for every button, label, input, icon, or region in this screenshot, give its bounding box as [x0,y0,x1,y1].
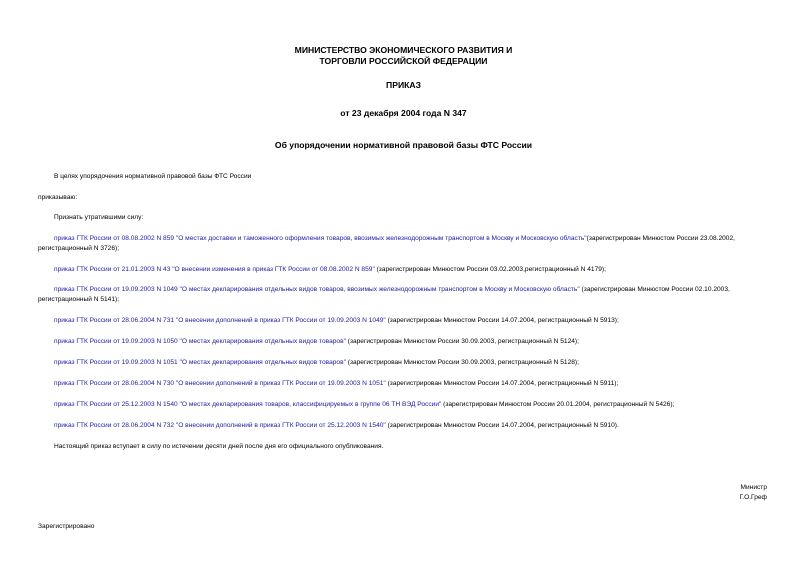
list-item [38,285,770,304]
ministry-line-1: МИНИСТЕРСТВО ЭКОНОМИЧЕСКОГО РАЗВИТИЯ И [294,45,513,55]
list-item [54,265,606,275]
list-item [38,234,770,253]
doc-date: от 23 декабря 2004 года N 347 [340,108,467,118]
order-link[interactable]: приказ ГТК России от 19.09.2003 N 1051 "О местах декларирования отдельных видов товаров" [54,359,346,366]
order-link[interactable]: приказ ГТК России от 08.08.2002 N 859 "О местах доставки и таможенного оформления товаров, ввозимых железнодорожным транспортом в Москву и Московскую область" [54,235,587,242]
registration-text: (зарегистрирован Минюстом России 02.10.2003, регистрационный N 5141); [38,286,730,303]
registration-text: (зарегистрирован Минюстом России 23.08.2002, регистрационный N 3726); [38,235,735,252]
ministry-heading [0,45,807,67]
order-link[interactable]: приказ ГТК России от 25.12.2003 N 1540 "О местах декларирования товаров, классифицируемых в группе 06 ТН ВЭД России" [54,401,442,408]
order-link[interactable]: приказ ГТК России от 28.06.2004 N 732 "О внесении дополнений в приказ ГТК России от 25.12.2003 N 1540" [54,422,386,429]
order-link[interactable]: приказ ГТК России от 28.06.2004 N 731 "О внесении дополнений в приказ ГТК России от 19.09.2003 N 1049" [54,317,386,324]
intro-paragraph: В целях упорядочения нормативной правовой базы ФТС России [54,173,252,180]
list-item [54,358,579,368]
doc-subject: Об упорядочении нормативной правовой базы ФТС России [274,140,533,150]
list-item [54,337,579,347]
order-link[interactable]: приказ ГТК России от 28.06.2004 N 730 "О внесении дополнений в приказ ГТК России от 19.09.2003 N 1051" [54,380,386,387]
signature-block [739,483,767,503]
list-item [54,316,619,326]
registration-text: (зарегистрирован Минюстом России 14.07.2004, регистрационный N 5913); [385,317,619,324]
order-link[interactable]: приказ ГТК России от 19.09.2003 N 1049 "О местах декларирования отдельных видов товаров, ввозимых железнодорожным транспортом в Москву и Московскую область" [54,286,580,293]
registration-text: (зарегистрирован Минюстом России 20.01.2004, регистрационный N 5426); [441,401,675,408]
effective-paragraph: Настоящий приказ вступает в силу по истечении десяти дней после дня его официального опубликования. [54,443,384,450]
order-word: приказываю: [38,194,78,201]
registration-text: (зарегистрирован Минюстом России 30.09.2003, регистрационный N 5124); [345,338,579,345]
list-item [54,379,618,389]
registration-text: (зарегистрирован Минюстом России 14.07.2004, регистрационный N 5911); [385,380,619,387]
registration-text: (зарегистрирован Минюстом России 03.02.2003,регистрационный N 4179); [374,266,606,273]
registration-text: (зарегистрирован Минюстом России 14.07.2004, регистрационный N 5910). [385,422,619,429]
invalidate-paragraph: Признать утратившими силу: [54,214,144,221]
signature-name: Г.О.Греф [739,494,767,501]
list-item [54,400,674,410]
list-item [54,421,619,431]
ministry-line-2: ТОРГОВЛИ РОССИЙСКОЙ ФЕДЕРАЦИИ [319,56,488,66]
registered-note: Зарегистрировано [38,523,95,530]
signature-position: Министр [740,484,767,491]
doc-type: ПРИКАЗ [386,80,421,90]
order-link[interactable]: приказ ГТК России от 19.09.2003 N 1050 "О местах декларирования отдельных видов товаров" [54,338,346,345]
registration-text: (зарегистрирован Минюстом России 30.09.2003, регистрационный N 5128); [345,359,579,366]
order-link[interactable]: приказ ГТК России от 21.01.2003 N 43 "О внесении изменения в приказ ГТК России от 08.08.2002 N 859" [54,266,375,273]
